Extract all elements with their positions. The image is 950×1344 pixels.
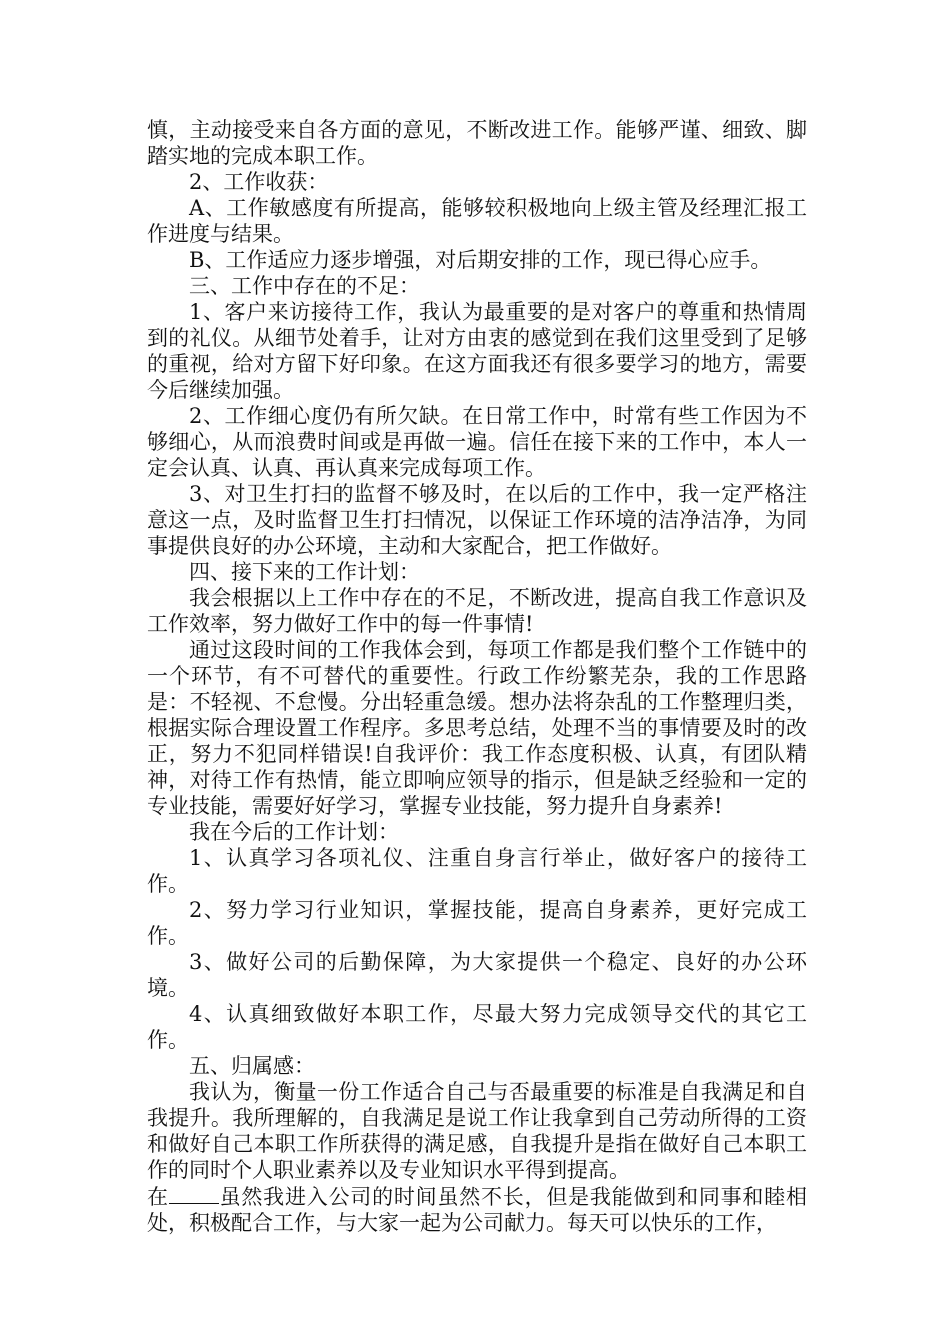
paragraph-shortcoming-1: 1、客户来访接待工作，我认为最重要的是对客户的尊重和热情周到的礼仪。从细节处着手，让对方由衷的感觉到在我们这里受到了足够的重视，给对方留下好印象。在这方面我还有很多要学习的地方，需要今后继续加强。 [147, 300, 807, 402]
heading-future-plan: 我在今后的工作计划： [189, 820, 399, 844]
paragraph-plan-4: 4、认真细致做好本职工作，尽最大努力完成领导交代的其它工作。 [147, 1002, 807, 1052]
paragraph-final [147, 1183, 807, 1236]
paragraph-plan-2: 2、努力学习行业知识，掌握技能，提高自身素养，更好完成工作。 [147, 898, 807, 948]
heading-work-gains: 2、工作收获： [189, 170, 329, 194]
paragraph-gain-a: A、工作敏感度有所提高，能够较积极地向上级主管及经理汇报工作进度与结果。 [147, 196, 807, 246]
final-text-before-blank: 在 [147, 1185, 169, 1209]
heading-shortcomings: 三、工作中存在的不足： [189, 274, 420, 298]
paragraph-plan-1: 1、认真学习各项礼仪、注重自身言行举止，做好客户的接待工作。 [147, 846, 807, 896]
final-text-after-blank: 虽然我进入公司的时间虽然不长，但是我能做到和同事和睦相处，积极配合工作，与大家一起为公司献力。每天可以快乐的工作， [147, 1185, 808, 1235]
heading-belonging: 五、归属感： [189, 1054, 315, 1078]
paragraph-belonging: 我认为，衡量一份工作适合自己与否最重要的标准是自我满足和自我提升。我所理解的，自我满足是说工作让我拿到自己劳动所得的工资和做好自己本职工作所获得的满足感，自我提升是指在做好自己本职工作的同时个人职业素养以及专业知识水平得到提高。 [147, 1080, 807, 1182]
heading-next-plan: 四、接下来的工作计划： [189, 560, 420, 584]
paragraph-next-plan: 我会根据以上工作中存在的不足，不断改进，提高自我工作意识及工作效率，努力做好工作中的每一件事情! [147, 586, 807, 636]
fill-in-blank [169, 1183, 219, 1204]
paragraph-gain-b: B、工作适应力逐步增强，对后期安排的工作，现已得心应手。 [189, 248, 772, 272]
paragraph-reflection: 通过这段时间的工作我体会到，每项工作都是我们整个工作链中的一个环节，有不可替代的重要性。行政工作纷繁芜杂，我的工作思路是：不轻视、不怠慢。分出轻重急缓。想办法将杂乱的工作整理归类，根据实际合理设置工作程序。多思考总结，处理不当的事情要及时的改正，努力不犯同样错误!自我评价：我工作态度积极、认真，有团队精神，对待工作有热情，能立即响应领导的指示，但是缺乏经验和一定的专业技能，需要好好学习，掌握专业技能，努力提升自身素养! [147, 638, 807, 818]
paragraph-continued: 慎，主动接受来自各方面的意见，不断改进工作。能够严谨、细致、脚踏实地的完成本职工作。 [147, 118, 807, 168]
paragraph-shortcoming-2: 2、工作细心度仍有所欠缺。在日常工作中，时常有些工作因为不够细心，从而浪费时间或是再做一遍。信任在接下来的工作中，本人一定会认真、认真、再认真来完成每项工作。 [147, 404, 807, 480]
paragraph-plan-3: 3、做好公司的后勤保障，为大家提供一个稳定、良好的办公环境。 [147, 950, 807, 1000]
paragraph-shortcoming-3: 3、对卫生打扫的监督不够及时，在以后的工作中，我一定严格注意这一点，及时监督卫生打扫情况，以保证工作环境的洁净洁净，为同事提供良好的办公环境，主动和大家配合，把工作做好。 [147, 482, 807, 558]
document-body [147, 117, 807, 1236]
